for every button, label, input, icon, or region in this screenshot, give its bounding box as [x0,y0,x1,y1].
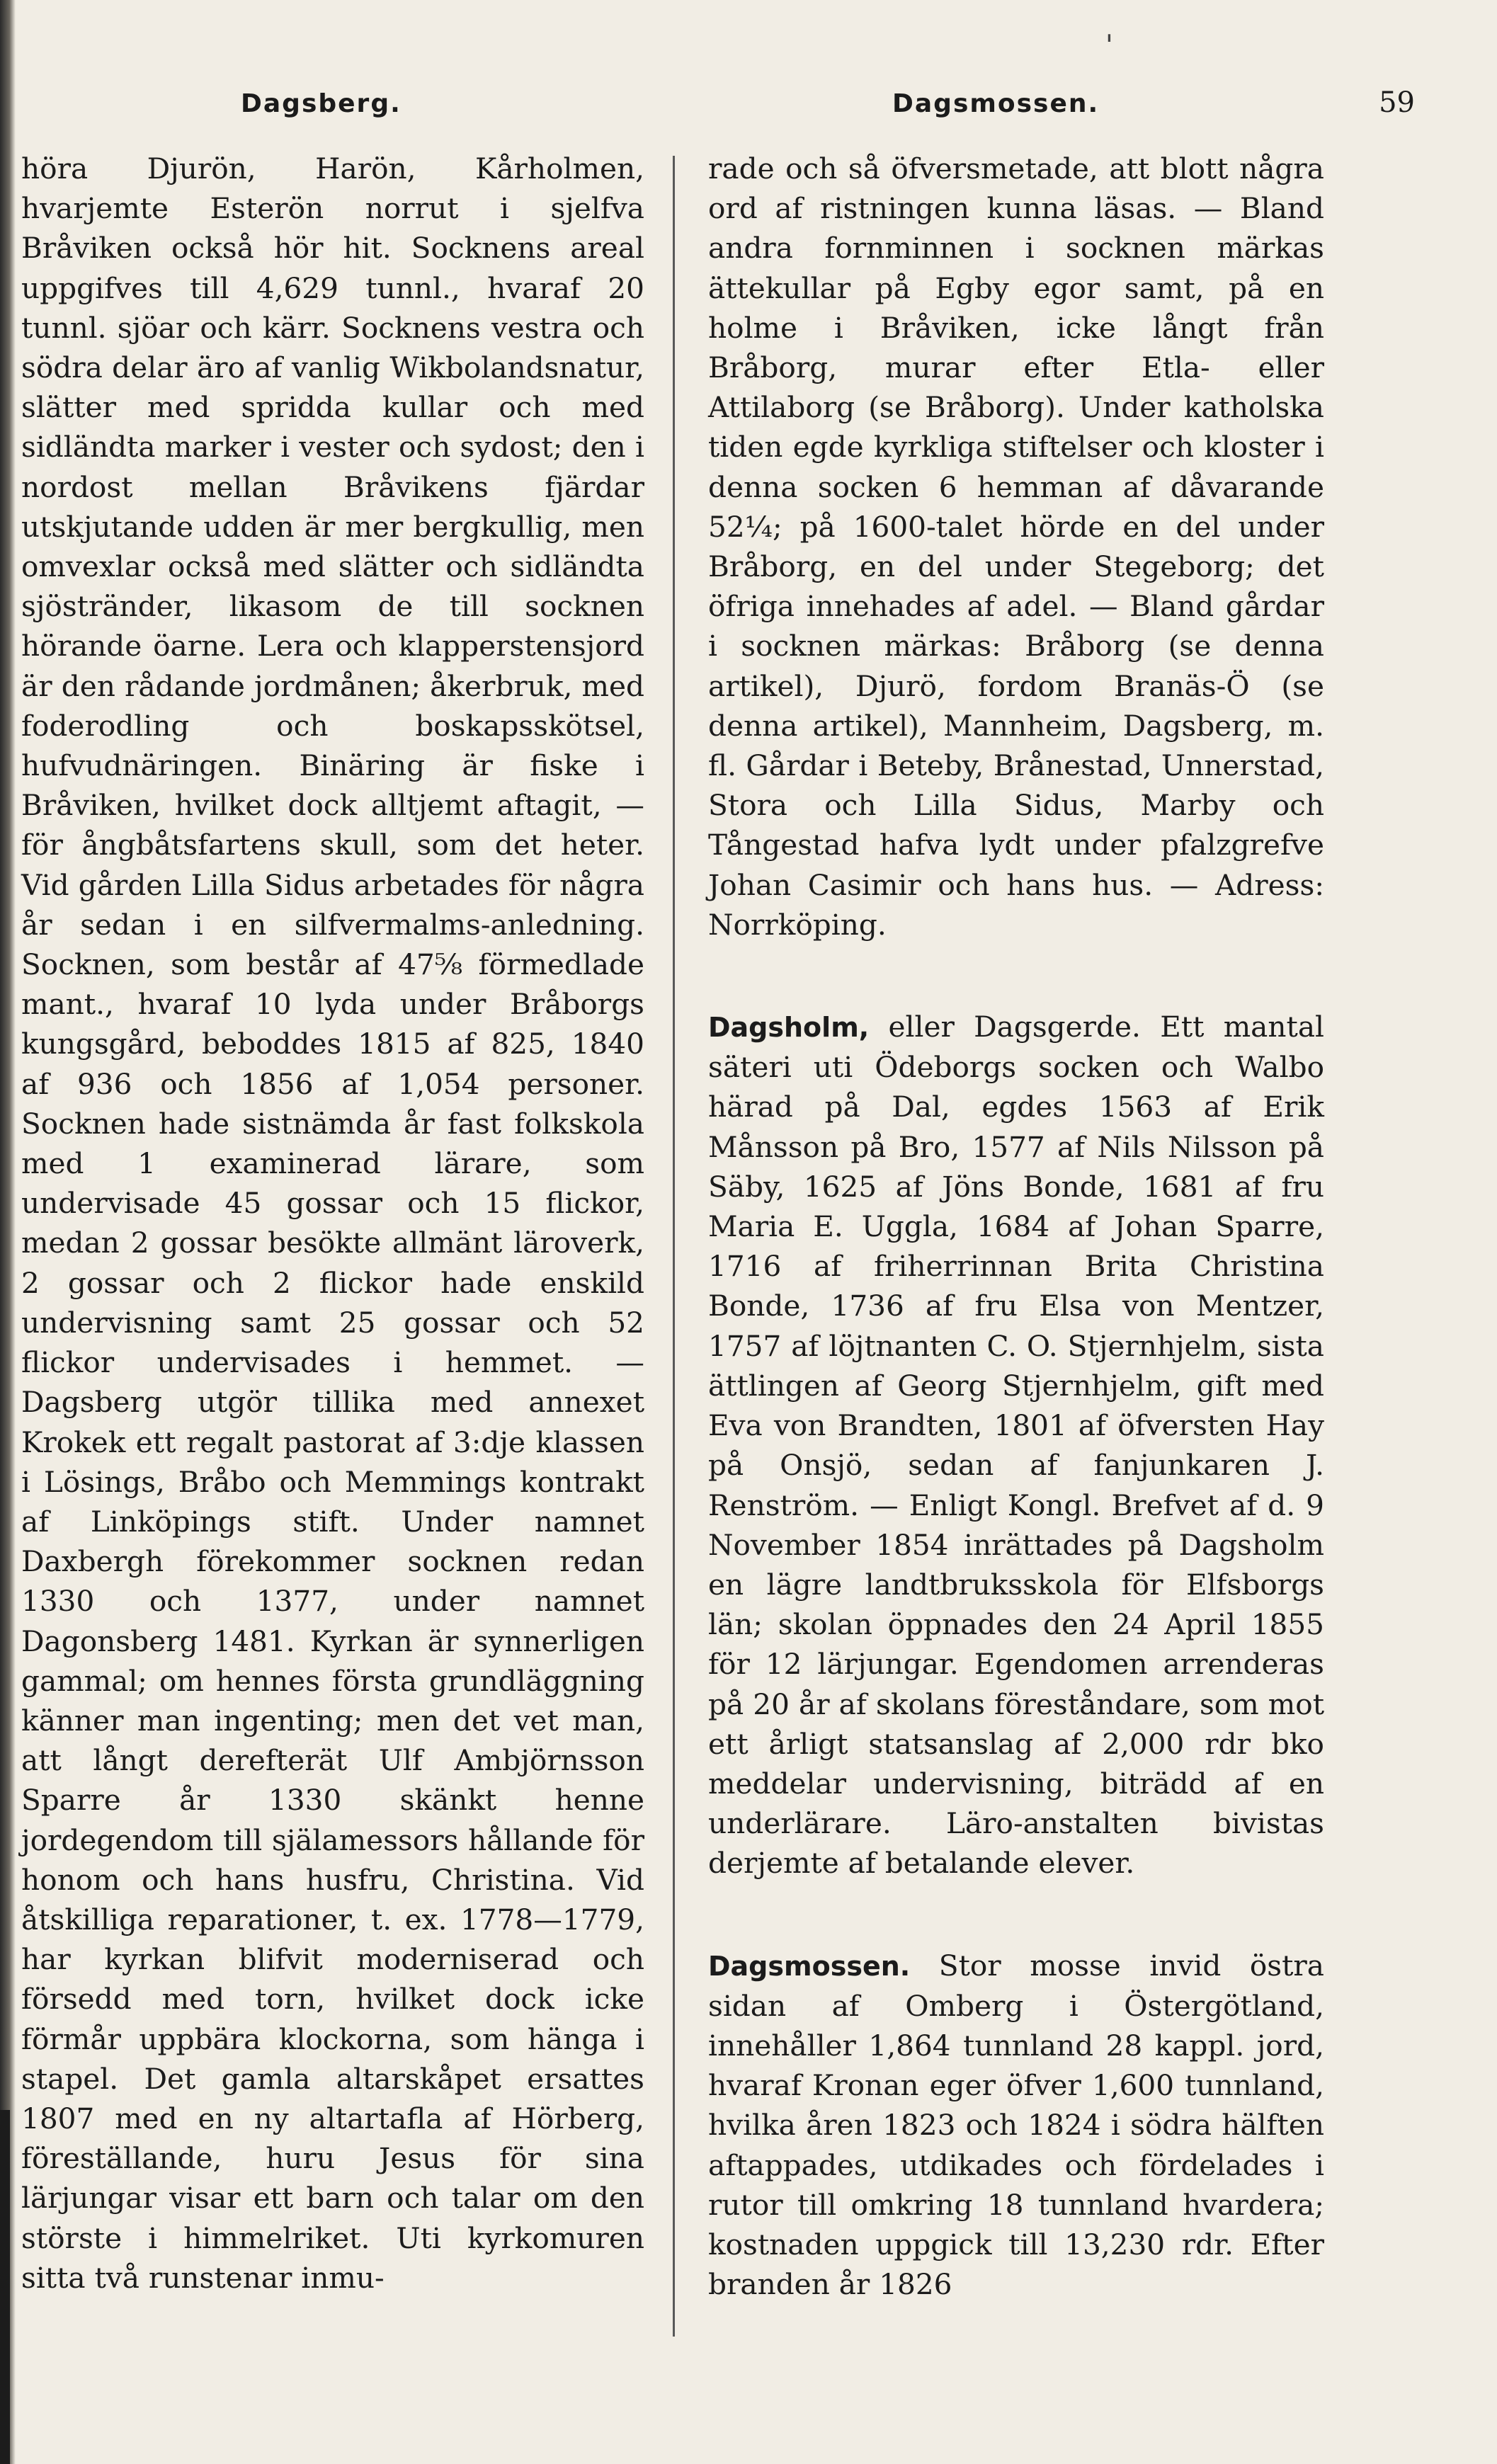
dagsberg-article-text: höra Djurön, Harön, Kårholmen, hvarjemte Esterön norrut i sjelfva Bråviken också hör hit. Socknens areal uppgifves till 4,629 tunnl., hvaraf 20 tunnl. sjöar och kärr. Socknens vestra och södra delar äro af vanlig Wikbolandsnatur, slätter med spridda kullar och med sidländta marker i vester och sydost; den i nordost mellan Bråvikens fjärdar utskjutande udden är mer bergkullig, men omvexlar också med slätter och sidländta sjöstränder, likasom de till socknen hörande öarne. Lera och klapperstensjord är den rådande jordmånen; åkerbruk, med foderodling och boskapsskötsel, hufvudnäringen. Binäring är fiske i Bråviken, hvilket dock alltjemt aftagit, — för ångbåtsfartens skull, som det heter. Vid gården Lilla Sidus arbetades för några år sedan i en silfvermalms-anledning. Socknen, som består af 47⅝ förmedlade mant., hvaraf 10 lyda under Bråborgs kungsgård, beboddes 1815 af 825, 1840 af 936 och 1856 af 1,054 personer. Socknen hade sistnämda år fast folkskola med 1 examinerad lärare, som undervisade 45 gossar och 15 flickor, medan 2 gossar besökte allmänt läroverk, 2 gossar och 2 flickor hade enskild undervisning samt 25 gossar och 52 flickor undervisades i hemmet. — Dagsberg utgör tillika med annexet Krokek ett regalt pastorat af 3:dje klassen i Lösings, Bråbo och Memmings kontrakt af Linköpings stift. Under namnet Daxbergh förekommer socknen redan 1330 och 1377, under namnet Dagonsberg 1481. Kyrkan är synnerligen gammal; om hennes första grundläggning känner man ingenting; men det vet man, att långt derefterät Ulf Ambjörnsson Sparre år 1330 skänkt henne jordegendom till själamessors hållande för honom och hans husfru, Christina. Vid åtskilliga reparationer, t. ex. 1778—1779, har kyrkan blifvit moderniserad och försedd med torn, hvilket dock icke förmår uppbära klockorna, som hänga i stapel. Det gamla altarskåpet ersattes 1807 med en ny altartafla af Hörberg, föreställande, huru Jesus för sina lärjungar visar ett barn och talar om den störste i himmelriket. Uti kyrkomuren sitta två runstenar inmu- [21,152,644,2295]
running-head-right: Dagsmossen. [892,89,1100,118]
left-column [21,149,644,2298]
print-mark: ˈ [1105,28,1114,67]
entry-title-dagsholm: Dagsholm, [708,1012,870,1044]
page-number: 59 [1379,86,1415,119]
dagsberg-article-continuation: rade och så öfversmetade, att blott några ord af ristningen kunna läsas. — Bland andra fornminnen i socknen märkas ättekullar på Egby egor samt, på en holme i Bråviken, icke långt från Bråborg, murar efter Etla- eller Attilaborg (se Bråborg). Under katholska tiden egde kyrkliga stiftelser och kloster i denna socken 6 hemman af dåvarande 52¼; på 1600-talet hörde en del under Bråborg, en del under Stegeborg; det öfriga innehades af adel. — Bland gårdar i socknen märkas: Bråborg (se denna artikel), Djurö, fordom Branäs-Ö (se denna artikel), Mannheim, Dagsberg, m. fl. Gårdar i Beteby, Brånestad, Unnerstad, Stora och Lilla Sidus, Marby och Tångestad hafva lydt under pfalzgrefve Johan Casimir och hans hus. — Adress: Norrköping. [708,152,1324,942]
entry-text-dagsholm: eller Dagsgerde. Ett mantal säteri uti Ödeborgs socken och Walbo härad på Dal, egdes 1563 af Erik Månsson på Bro, 1577 af Nils Nilsson på Säby, 1625 af Jöns Bonde, 1681 af fru Maria E. Uggla, 1684 af Johan Sparre, 1716 af friherrinnan Brita Christina Bonde, 1736 af fru Elsa von Mentzer, 1757 af löjtnanten C. O. Stjernhjelm, sista ättlingen af Georg Stjernhjelm, gift med Eva von Brandten, 1801 af öfversten Hay på Onsjö, sedan af fanjunkaren J. Renström. — Enligt Kongl. Brefvet af d. 9 November 1854 inrättades på Dagsholm en lägre landtbruksskola för Elfsborgs län; skolan öppnades den 24 April 1855 för 12 lärjungar. Egendomen arrenderas på 20 år af skolans föreståndare, som mot ett årligt statsanslag af 2,000 rdr bko meddelar undervisning, biträdd af en underlärare. Läro-anstalten bivistas derjemte af betalande elever. [708,1010,1324,1881]
entry-text-dagsmossen: Stor mosse invid östra sidan af Omberg i Östergötland, innehåller 1,864 tunnland 28 kappl. jord, hvaraf Kronan eger öfver 1,600 tunnland, hvilka åren 1823 och 1824 i södra hälften aftappades, utdikades och fördelades i rutor till omkring 18 tunnland hvardera; kostnaden uppgick till 13,230 rdr. Efter branden år 1826 [708,1948,1325,2302]
page-header [50,28,1438,143]
dagsmossen-entry [708,1946,1324,2305]
column-divider [673,156,675,2337]
running-head-left: Dagsberg. [241,89,402,118]
book-spine-shadow [0,0,16,2464]
right-column [708,149,1324,2304]
book-spine-edge [0,2110,10,2464]
entry-title-dagsmossen: Dagsmossen. [708,1950,911,1982]
dagsholm-entry [708,1007,1324,1883]
